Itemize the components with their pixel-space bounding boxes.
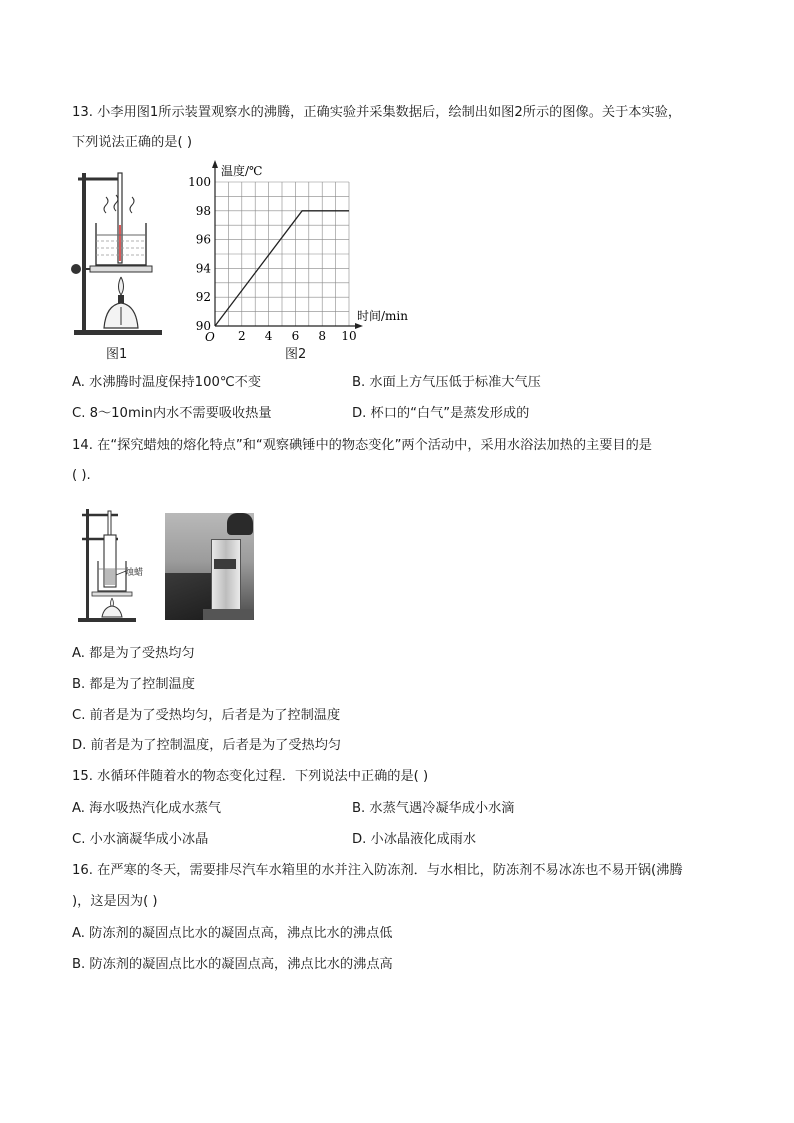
q14-option-b: B. 都是为了控制温度 bbox=[72, 677, 195, 692]
q14-option-a: A. 都是为了受热均匀 bbox=[72, 646, 195, 661]
y-tick-label: 90 bbox=[195, 319, 211, 333]
x-axis-label: 时间/min bbox=[357, 309, 408, 323]
y-axis-arrow bbox=[212, 160, 218, 168]
q13-figure1-apparatus bbox=[66, 165, 166, 340]
y-axis-label: 温度/℃ bbox=[221, 164, 263, 178]
q13-figure2-chart bbox=[185, 160, 425, 345]
x-tick-label: 8 bbox=[318, 329, 327, 343]
y-tick-label: 96 bbox=[195, 232, 211, 247]
x-tick-label: 2 bbox=[237, 329, 246, 343]
q14-stem-line1: 14. 在“探究蜡烛的熔化特点”和“观察碘锤中的物态变化”两个活动中，采用水浴法加热的主要目的是 bbox=[72, 438, 652, 453]
q14-stem-line2: ( ). bbox=[72, 468, 91, 483]
q14-option-c: C. 前者是为了受热均匀，后者是为了控制温度 bbox=[72, 708, 341, 723]
x-tick-label: 10 bbox=[341, 329, 357, 343]
chart-axes bbox=[212, 160, 363, 329]
q13-option-d: D. 杯口的“白气”是蒸发形成的 bbox=[352, 406, 530, 421]
q14-figure-candle-apparatus bbox=[72, 505, 162, 625]
q15-option-a: A. 海水吸热汽化成水蒸气 bbox=[72, 801, 222, 816]
origin-label: O bbox=[205, 330, 215, 344]
q13-option-a: A. 水沸腾时温度保持100℃不变 bbox=[72, 375, 262, 390]
q13-fig1-label: 图1 bbox=[106, 347, 128, 362]
q15-option-d: D. 小冰晶液化成雨水 bbox=[352, 832, 477, 847]
q15-option-c: C. 小水滴凝华成小冰晶 bbox=[72, 832, 209, 847]
q15-stem-line1: 15. 水循环伴随着水的物态变化过程．下列说法中正确的是( ) bbox=[72, 769, 429, 784]
x-tick-label: 4 bbox=[264, 329, 273, 343]
y-tick-label: 94 bbox=[195, 261, 211, 276]
q15-option-b: B. 水蒸气遇冷凝华成小水滴 bbox=[352, 801, 515, 816]
q14-option-d: D. 前者是为了控制温度，后者是为了受热均匀 bbox=[72, 738, 342, 753]
q14-iodine-hammer-photo bbox=[165, 513, 254, 620]
q13-option-b: B. 水面上方气压低于标准大气压 bbox=[352, 375, 541, 390]
q13-stem-line1: 13. 小李用图1所示装置观察水的沸腾，正确实验并采集数据后，绘制出如图2所示的图像。关于本实验， bbox=[72, 105, 682, 120]
q16-option-a: A. 防冻剂的凝固点比水的凝固点高，沸点比水的沸点低 bbox=[72, 926, 393, 941]
q14-candle-label: 烛蜡 bbox=[125, 568, 144, 578]
y-tick-label: 98 bbox=[195, 203, 211, 218]
y-tick-label: 100 bbox=[188, 175, 211, 189]
q16-option-b: B. 防冻剂的凝固点比水的凝固点高，沸点比水的沸点高 bbox=[72, 957, 393, 972]
q13-stem-line2: 下列说法正确的是( ) bbox=[72, 135, 192, 150]
y-tick-label: 92 bbox=[195, 290, 211, 305]
q16-stem-line2: )，这是因为( ) bbox=[72, 894, 158, 909]
chart-grid bbox=[215, 182, 349, 326]
x-tick-label: 6 bbox=[291, 329, 300, 343]
q16-stem-line1: 16. 在严寒的冬天，需要排尽汽车水箱里的水并注入防冻剂．与水相比，防冻剂不易冰冻也不易开锅(沸腾 bbox=[72, 863, 683, 878]
q13-option-c: C. 8～10min内水不需要吸收热量 bbox=[72, 406, 272, 421]
q13-fig2-label: 图2 bbox=[285, 347, 307, 362]
